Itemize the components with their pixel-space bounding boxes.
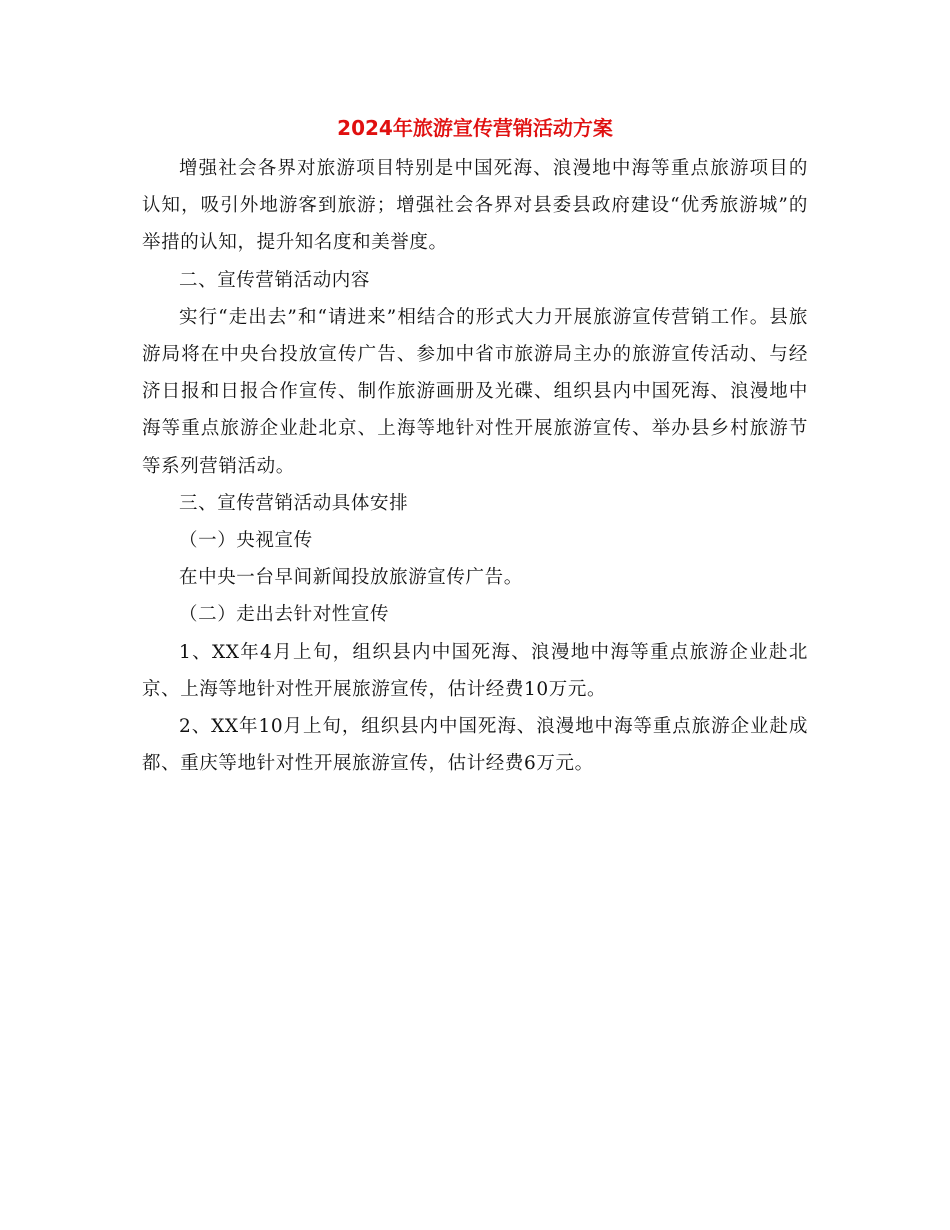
paragraph-cctv: 在中央一台早间新闻投放旅游宣传广告。 [179, 567, 523, 589]
document-title: 2024年旅游宣传营销活动方案 [337, 116, 613, 140]
document-body [142, 150, 808, 782]
paragraph-intro: 增强社会各界对旅游项目特别是中国死海、浪漫地中海等重点旅游项目的认知，吸引外地游客到旅游；增强社会各界对县委县政府建设“优秀旅游城”的举措的认知，提升知名度和美誉度。 [142, 158, 808, 254]
section-heading-2: 二、宣传营销活动内容 [179, 269, 371, 291]
subsection-heading-1: （一）央视宣传 [179, 530, 313, 552]
list-item-1: 1、XX年4月上旬，组织县内中国死海、浪漫地中海等重点旅游企业赴北京、上海等地针对性开展旅游宣传，估计经费10万元。 [142, 641, 808, 700]
section-heading-3: 三、宣传营销活动具体安排 [179, 492, 409, 514]
subsection-heading-2: （二）走出去针对性宣传 [179, 604, 390, 626]
list-item-2: 2、XX年10月上旬，组织县内中国死海、浪漫地中海等重点旅游企业赴成都、重庆等地针对性开展旅游宣传，估计经费6万元。 [142, 716, 808, 775]
paragraph-content: 实行“走出去”和“请进来”相结合的形式大力开展旅游宣传营销工作。县旅游局将在中央台投放宣传广告、参加中省市旅游局主办的旅游宣传活动、与经济日报和日报合作宣传、制作旅游画册及光碟、组织县内中国死海、浪漫地中海等重点旅游企业赴北京、上海等地针对性开展旅游宣传、举办县乡村旅游节等系列营销活动。 [142, 306, 808, 477]
